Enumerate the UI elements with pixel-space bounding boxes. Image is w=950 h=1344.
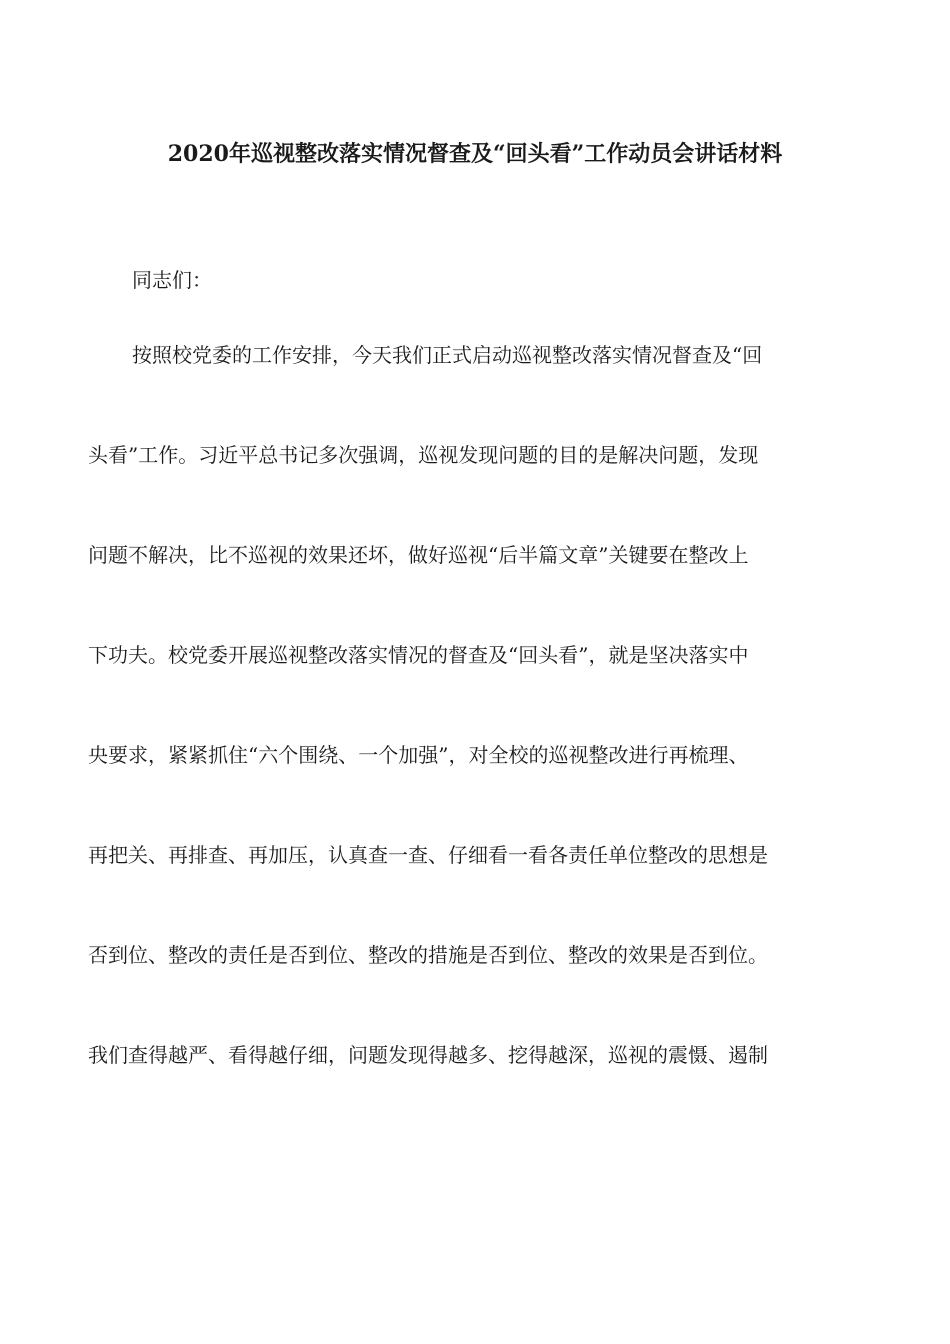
body-line-4: 下功夫。校党委开展巡视整改落实情况的督查及“回头看”，就是坚决落实中: [88, 643, 749, 667]
greeting: 同志们：: [132, 268, 212, 292]
body-line-8: 我们查得越严、看得越仔细，问题发现得越多、挖得越深，巡视的震慑、遏制: [88, 1043, 768, 1067]
body-line-5: 央要求，紧紧抓住“六个围绕、一个加强”，对全校的巡视整改进行再梳理、: [88, 743, 749, 767]
body-line-7: 否到位、整改的责任是否到位、整改的措施是否到位、整改的效果是否到位。: [88, 943, 768, 967]
body-line-3: 问题不解决，比不巡视的效果还坏，做好巡视“后半篇文章”关键要在整改上: [88, 543, 749, 567]
body-line-1: 按照校党委的工作安排，今天我们正式启动巡视整改落实情况督查及“回: [132, 343, 763, 367]
body-line-2: 头看”工作。习近平总书记多次强调，巡视发现问题的目的是解决问题，发现: [88, 443, 759, 467]
document-title: 2020年巡视整改落实情况督查及“回头看”工作动员会讲话材料: [167, 141, 783, 167]
body-line-6: 再把关、再排查、再加压，认真查一查、仔细看一看各责任单位整改的思想是: [88, 843, 768, 867]
